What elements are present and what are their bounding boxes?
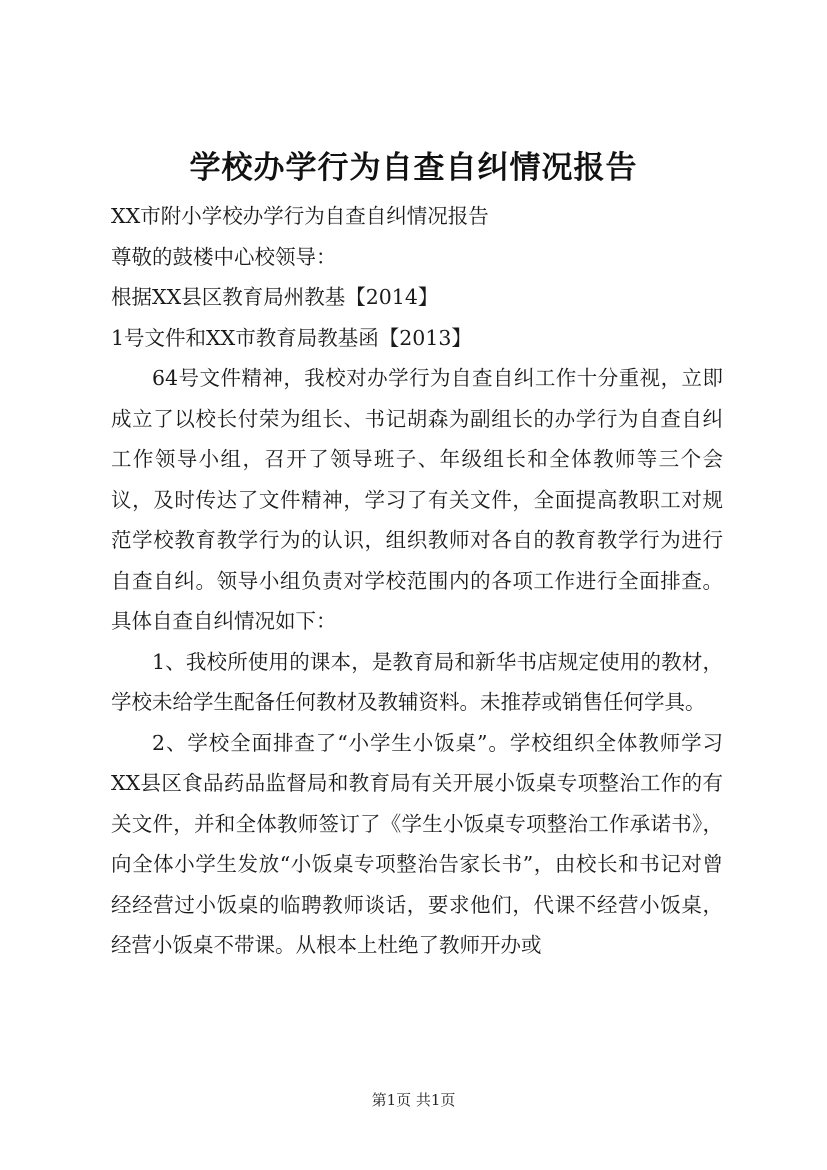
reference-line-2: 1号文件和XX市教育局教基函【2013】: [111, 325, 472, 350]
page-footer: 第1页 共1页: [371, 1091, 456, 1109]
paragraph-item-2: 2、学校全面排查了“小学生小饭桌”。学校组织全体教师学习XX县区食品药品监督局和教育局有关开展小饭桌专项整治工作的有关文件，并和全体教师签订了《学生小饭桌专项整治工作承诺书》，向全体小学生发放“小饭桌专项整治告家长书”，由校长和书记对曾经经营过小饭桌的临聘教师谈话，要求他们，代课不经营小饭桌，经营小饭桌不带课。从根本上杜绝了教师开办或: [111, 730, 723, 957]
report-subtitle-line: XX市附小学校办学行为自查自纠情况报告: [111, 204, 489, 228]
document-body: [111, 196, 723, 966]
paragraph-intro: 64号文件精神，我校对办学行为自查自纠工作十分重视，立即成立了以校长付荣为组长、书记胡森为副组长的办学行为自查自纠工作领导小组，召开了领导班子、年级组长和全体教师等三个会议，及时传达了文件精神，学习了有关文件，全面提高教职工对规范学校教育教学行为的认识，组织教师对各自的教育教学行为进行自查自纠。领导小组负责对学校范围内的各项工作进行全面排查。具体自查自纠情况如下：: [111, 366, 723, 633]
salutation-line: 尊敬的鼓楼中心校领导：: [111, 244, 337, 269]
reference-line-1: 根据XX县区教育局州教基【2014】: [111, 285, 439, 309]
paragraph-item-1: 1、我校所使用的课本，是教育局和新华书店规定使用的教材，学校未给学生配备任何教材及教辅资料。未推荐或销售任何学具。: [111, 649, 723, 714]
document-title: 学校办学行为自查自纠情况报告: [189, 150, 638, 186]
